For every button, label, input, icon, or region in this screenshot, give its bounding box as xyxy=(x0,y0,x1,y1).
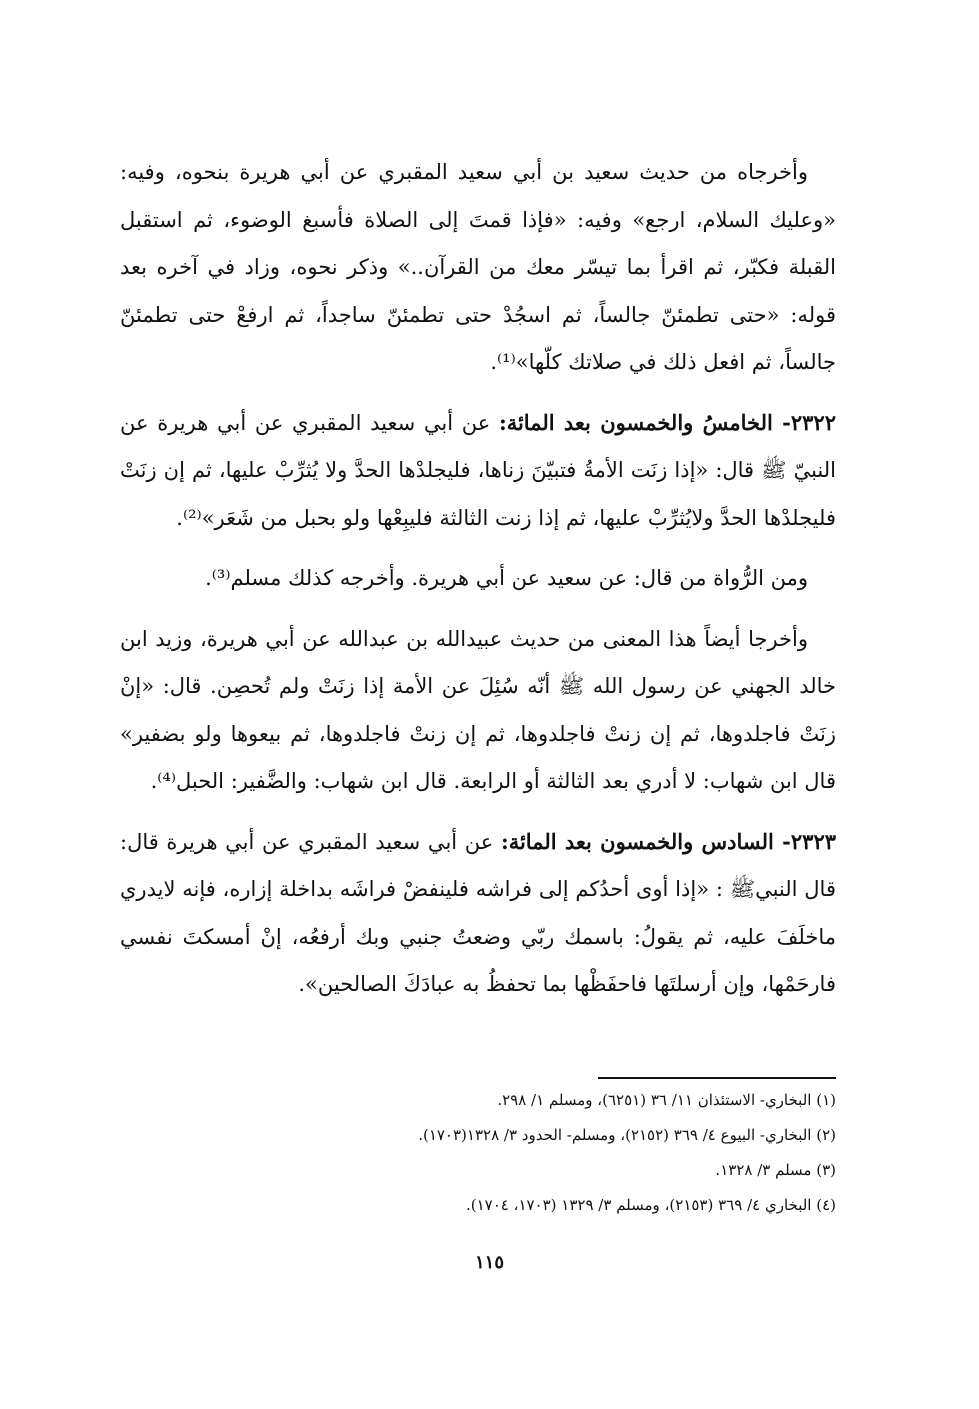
footnote-3: (٣) مسلم ٣/ ١٣٢٨. xyxy=(715,1161,836,1179)
footnote-4: (٤) البخاري ٤/ ٣٦٩ (٢١٥٣)، ومسلم ٣/ ١٣٢٩ (١٧٠٣، ١٧٠٤). xyxy=(465,1196,836,1214)
paragraph-heading: ٢٣٢٣- السادس والخمسون بعد المائة: xyxy=(500,828,837,854)
paragraph-4 xyxy=(120,615,836,806)
paragraph-3 xyxy=(120,554,836,603)
footnotes xyxy=(330,1086,836,1226)
paragraph-text: عن أبي سعيد المقبري عن أبي هريرة قال: قال النبيﷺ : «إذا أوى أحدُكم إلى فراشه فلينفضْ فراشَه بداخلة إزاره، فإنه لايدري ماخلَفَ عليه، ثم يقولُ: باسمك ربّي وضعتُ جنبي وبك أرفعُه، إنْ أمسكتَ نفسي فارحَمْها، وإن أرسلتَها فاحفَظْها بما تحفظُ به عبادَكَ الصالحين». xyxy=(120,829,836,996)
main-text xyxy=(120,148,836,1021)
paragraph-text: وأخرجا أيضاً هذا المعنى من حديث عبيدالله بن عبدالله عن أبي هريرة، وزيد ابن خالد الجهني عن رسول الله ﷺ أنّه سُئِلَ عن الأمة إذا زنَتْ ولم تُحصِن. قال: «إنْ زنَتْ فاجلدوها، ثم إن زنتْ فاجلدوها، ثم إن زنتْ فاجلدوها، ثم بيعوها ولو بضفير» قال ابن شهاب: لا أدري بعد الثالثة أو الرابعة. قال ابن شهاب: والضَّفير: الحبل⁽⁴⁾. xyxy=(120,626,836,793)
page-number: ١١٥ xyxy=(474,1252,504,1273)
paragraph-text: ومن الرُّواة من قال: عن سعيد عن أبي هريرة. وأخرجه كذلك مسلم⁽³⁾. xyxy=(205,566,808,590)
footnote-divider xyxy=(598,1077,836,1079)
paragraph-heading: ٢٣٢٢- الخامسُ والخمسون بعد المائة: xyxy=(498,409,836,435)
footnote-1: (١) البخاري- الاستئذان ١١/ ٣٦ (٦٢٥١)، ومسلم ١/ ٢٩٨. xyxy=(497,1091,836,1109)
paragraph-hadith-2323 xyxy=(120,818,836,1009)
paragraph-1 xyxy=(120,148,836,387)
paragraph-text: وأخرجاه من حديث سعيد بن أبي سعيد المقبري عن أبي هريرة بنحوه، وفيه: «وعليك السلام، ارجع» وفيه: «فإذا قمتَ إلى الصلاة فأسبغ الوضوء، ثم استقبل القبلة فكبّر، ثم اقرأ بما تيسّر معك من القرآن..» وذكر نحوه، وزاد في آخره بعد قوله: «حتى تطمئنّ جالساً، ثم اسجُدْ حتى تطمئنّ ساجداً، ثم ارفعْ حتى تطمئنّ جالساً، ثم افعل ذلك في صلاتك كلّها»⁽¹⁾. xyxy=(120,160,836,374)
paragraph-hadith-2322 xyxy=(120,399,836,543)
paragraph-text: عن أبي سعيد المقبري عن أبي هريرة عن النبيّ ﷺ قال: «إذا زنَت الأمةُ فتبيّنَ زناها، فليجلدْها الحدَّ ولا يُثرِّبْ عليها، ثم إن زنَتْ فليجلدْها الحدَّ ولايُثرِّبْ عليها، ثم إذا زنت الثالثة فليبِعْها ولو بحبل من شَعَر»⁽²⁾. xyxy=(120,410,836,530)
footnote-2: (٢) البخاري- البيوع ٤/ ٣٦٩ (٢١٥٢)، ومسلم- الحدود ٣/ ١٣٢٨(١٧٠٣). xyxy=(418,1126,836,1144)
